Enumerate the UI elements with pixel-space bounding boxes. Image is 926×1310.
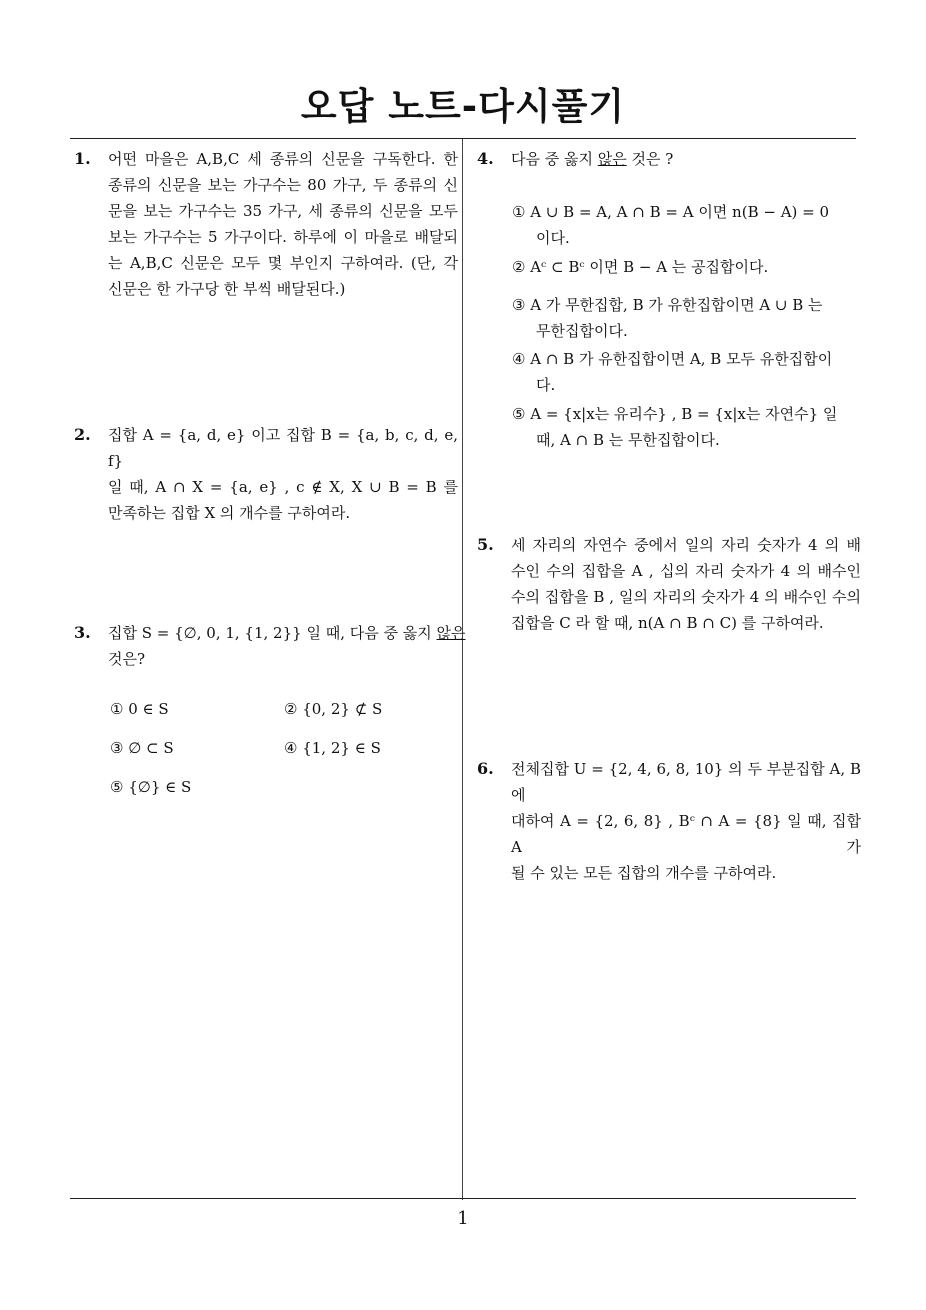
choice-1: ① 0 ∈ S: [110, 700, 169, 718]
problem-text-line: 집합 A = {a, d, e} 이고 집합 B = {a, b, c, d, e, f}: [108, 426, 458, 470]
problem-text-line: 만족하는 집합 X 의 개수를 구하여라.: [108, 504, 351, 522]
choice-3: ③ ∅ ⊂ S: [110, 739, 174, 757]
problem-6: [477, 756, 861, 886]
problem-text-line: 될 수 있는 모든 집합의 개수를 구하여라.: [511, 864, 777, 882]
problem-text-line: 대하여 A = {2, 6, 8} , Bᶜ ∩ A = {8} 일 때, 집합 A 가: [511, 812, 861, 856]
page-title: 오답 노트-다시풀기: [300, 85, 626, 128]
problem-2: [74, 422, 458, 526]
choice-text-cont: 이다.: [536, 229, 570, 247]
problem-text-line: 일 때, A ∩ X = {a, e} , c ∉ X, X ∪ B = B 를: [108, 478, 458, 496]
choice-2: ② {0, 2} ⊄ S: [284, 700, 383, 718]
problem-number: 2.: [74, 425, 91, 444]
problem-5: [477, 532, 861, 636]
choice-text: ③ A 가 무한집합, B 가 유한집합이면 A ∪ B 는: [512, 296, 823, 314]
footer-rule: [70, 1198, 856, 1199]
choice-text: ④ A ∩ B 가 유한집합이면 A, B 모두 유한집합이: [512, 350, 833, 368]
emphasis-underline: 않은: [597, 150, 627, 168]
emphasis-underline: 않은: [436, 624, 466, 642]
page-number: 1: [457, 1208, 469, 1229]
choice-text: ② Aᶜ ⊂ Bᶜ 이면 B − A 는 공집합이다.: [512, 258, 769, 276]
problem-text-line: 것은?: [108, 650, 146, 668]
choice-text-cont: 무한집합이다.: [536, 322, 628, 340]
problem-text-line: 보는 가구수는 5 가구이다. 하루에 이 마을로 배달되: [108, 228, 458, 246]
problem-number: 4.: [477, 149, 494, 168]
choice-text: ① A ∪ B = A, A ∩ B = A 이면 n(B − A) = 0: [512, 203, 830, 221]
header-rule: [70, 138, 856, 139]
problem-text-line: 수의 집합을 B , 일의 자리의 숫자가 4 의 배수인 수의: [511, 588, 861, 606]
problem-1: [74, 146, 458, 302]
problem-text-line: 수인 수의 집합을 A , 십의 자리 숫자가 4 의 배수인: [511, 562, 861, 580]
problem-text-line: 종류의 신문을 보는 가구수는 80 가구, 두 종류의 신: [108, 176, 458, 194]
problem-text-line: 세 자리의 자연수 중에서 일의 자리 숫자가 4 의 배: [511, 536, 861, 554]
choice-4: [512, 346, 832, 398]
choice-5: ⑤ {∅} ∈ S: [110, 778, 192, 796]
choice-4: ④ {1, 2} ∈ S: [284, 739, 381, 757]
column-divider: [462, 139, 463, 1200]
problem-text: 것은 ?: [626, 150, 674, 168]
choice-1: [512, 199, 829, 251]
problem-text-line: 집합을 C 라 할 때, n(A ∩ B ∩ C) 를 구하여라.: [511, 614, 824, 632]
problem-text-line: 신문은 한 가구당 한 부씩 배달된다.): [108, 280, 346, 298]
problem-number: 6.: [477, 759, 494, 778]
problem-number: 1.: [74, 149, 91, 168]
choice-3: [512, 292, 823, 344]
choice-5: [512, 401, 837, 453]
problem-4: [477, 146, 861, 172]
problem-number: 3.: [74, 623, 91, 642]
choice-text-cont: 때, A ∩ B 는 무한집합이다.: [536, 431, 720, 449]
problem-text: 집합 S = {∅, 0, 1, {1, 2}} 일 때, 다음 중 옳지: [108, 624, 437, 642]
problem-text: 다음 중 옳지: [511, 150, 598, 168]
problem-text-line: 문을 보는 가구수는 35 가구, 세 종류의 신문을 모두: [108, 202, 458, 220]
problem-3: [74, 620, 466, 672]
choice-2: [512, 254, 768, 280]
problem-text-line: 어떤 마을은 A,B,C 세 종류의 신문을 구독한다. 한: [108, 150, 458, 168]
choice-text-cont: 다.: [536, 376, 556, 394]
problem-number: 5.: [477, 535, 494, 554]
problem-text-line: 전체집합 U = {2, 4, 6, 8, 10} 의 두 부분집합 A, B 에: [511, 760, 861, 804]
choice-text: ⑤ A = {x|x는 유리수} , B = {x|x는 자연수} 일: [512, 405, 838, 423]
problem-text-line: 는 A,B,C 신문은 모두 몇 부인지 구하여라. (단, 각: [108, 254, 458, 272]
